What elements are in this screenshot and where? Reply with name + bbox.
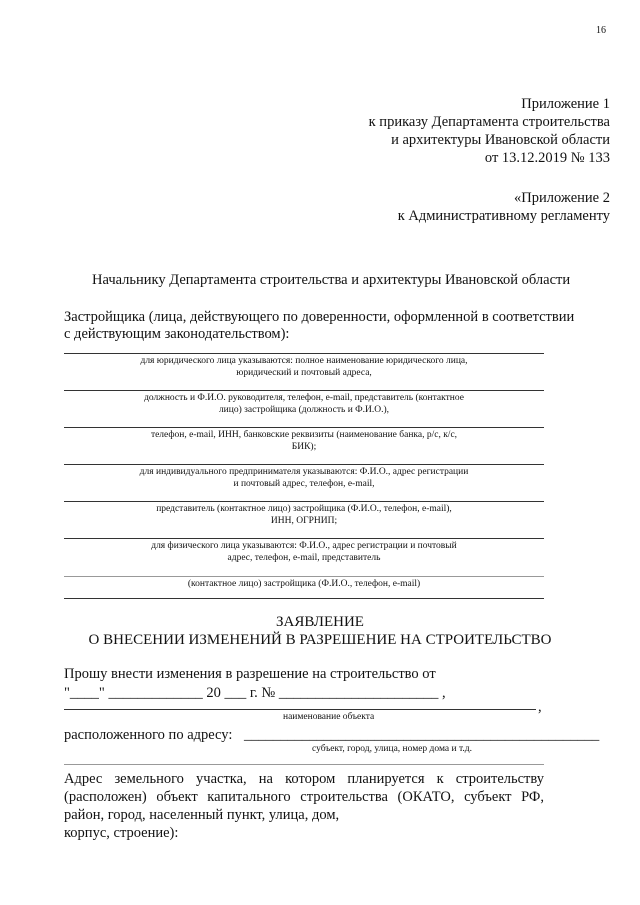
hint-director [64, 392, 544, 416]
hint-line: для юридического лица указываются: полное наименование юридического лица, [140, 356, 468, 366]
hint-line: должность и Ф.И.О. руководителя, телефон, e-mail, представитель (контактное [144, 393, 464, 403]
address-hint: субъект, город, улица, номер дома и т.д. [312, 744, 472, 754]
appendix-2-header [398, 189, 610, 225]
applicant-heading [64, 309, 574, 343]
object-name-hint: наименование объекта [283, 712, 375, 722]
applicant-field-line-2[interactable] [64, 390, 544, 391]
hint-line: для физического лица указываются: Ф.И.О., адрес регистрации и почтовый [151, 541, 457, 551]
document-subtitle: О ВНЕСЕНИИ ИЗМЕНЕНИЙ В РАЗРЕШЕНИЕ НА СТРОИТЕЛЬСТВО [88, 632, 552, 648]
object-name-field[interactable] [64, 709, 536, 710]
applicant-field-line-4[interactable] [64, 464, 544, 465]
hint-representative [64, 503, 544, 527]
applicant-field-line-8[interactable] [64, 598, 544, 599]
appendix-1-line-4: от 13.12.2019 № 133 [484, 150, 610, 166]
hint-line: ИНН, ОГРНИП; [270, 516, 338, 526]
address-field[interactable]: _________________________________________________ [244, 727, 600, 743]
hint-bank-details [64, 429, 544, 453]
page-number: 16 [596, 25, 606, 36]
separator-line [64, 764, 544, 765]
appendix-1-line-2: к приказу Департамента строительства [368, 114, 610, 130]
document-title: ЗАЯВЛЕНИЕ [276, 614, 364, 630]
appendix-1-line-1: Приложение 1 [521, 96, 610, 112]
hint-legal-entity [64, 355, 544, 379]
applicant-field-line-3[interactable] [64, 427, 544, 428]
appendix-1-header [369, 95, 610, 167]
applicant-field-line-1[interactable] [64, 353, 544, 354]
hint-line: юридический и почтовый адреса, [236, 368, 372, 378]
address-label: расположенного по адресу: [64, 727, 233, 743]
hint-entrepreneur [64, 466, 544, 490]
request-line-1: Прошу внести изменения в разрешение на строительство от [64, 666, 436, 682]
appendix-2-line-2: к Административному регламенту [397, 208, 610, 224]
applicant-line-2: с действующим законодательством): [64, 326, 290, 342]
appendix-1-line-3: и архитектуры Ивановской области [391, 132, 610, 148]
object-name-comma: , [538, 699, 542, 715]
hint-line: представитель (контактное лицо) застройщика (Ф.И.О., телефон, e-mail), [156, 504, 452, 514]
hint-line: БИК); [291, 442, 317, 452]
hint-line: лицо) застройщика (должность и Ф.И.О.), [218, 405, 390, 415]
permit-date-number-field[interactable]: "____" _____________ 20 ___ г. № ______________________ , [64, 685, 446, 701]
addressee: Начальнику Департамента строительства и архитектуры Ивановской области [92, 272, 571, 288]
applicant-field-line-5[interactable] [64, 501, 544, 502]
land-plot-paragraph-end: корпус, строение): [64, 825, 179, 841]
land-plot-paragraph: Адрес земельного участка, на котором планируется к строительству (расположен) объект капитального строительства (ОКАТО, субъект РФ, район, город, населенный пункт, улица, дом, [64, 771, 544, 823]
applicant-field-line-6[interactable] [64, 538, 544, 539]
hint-line: телефон, e-mail, ИНН, банковские реквизиты (наименование банка, р/с, к/с, [150, 430, 458, 440]
applicant-field-line-7[interactable] [64, 576, 544, 577]
applicant-line-1: Застройщика (лица, действующего по доверенности, оформленной в соответствии [64, 309, 575, 325]
hint-line: и почтовый адрес, телефон, e-mail, [233, 479, 375, 489]
hint-contact: (контактное лицо) застройщика (Ф.И.О., телефон, e-mail) [187, 579, 421, 589]
appendix-2-line-1: «Приложение 2 [514, 190, 610, 206]
hint-line: адрес, телефон, e-mail, представитель [227, 553, 381, 563]
hint-line: для индивидуального предпринимателя указываются: Ф.И.О., адрес регистрации [139, 467, 469, 477]
hint-individual [64, 540, 544, 564]
